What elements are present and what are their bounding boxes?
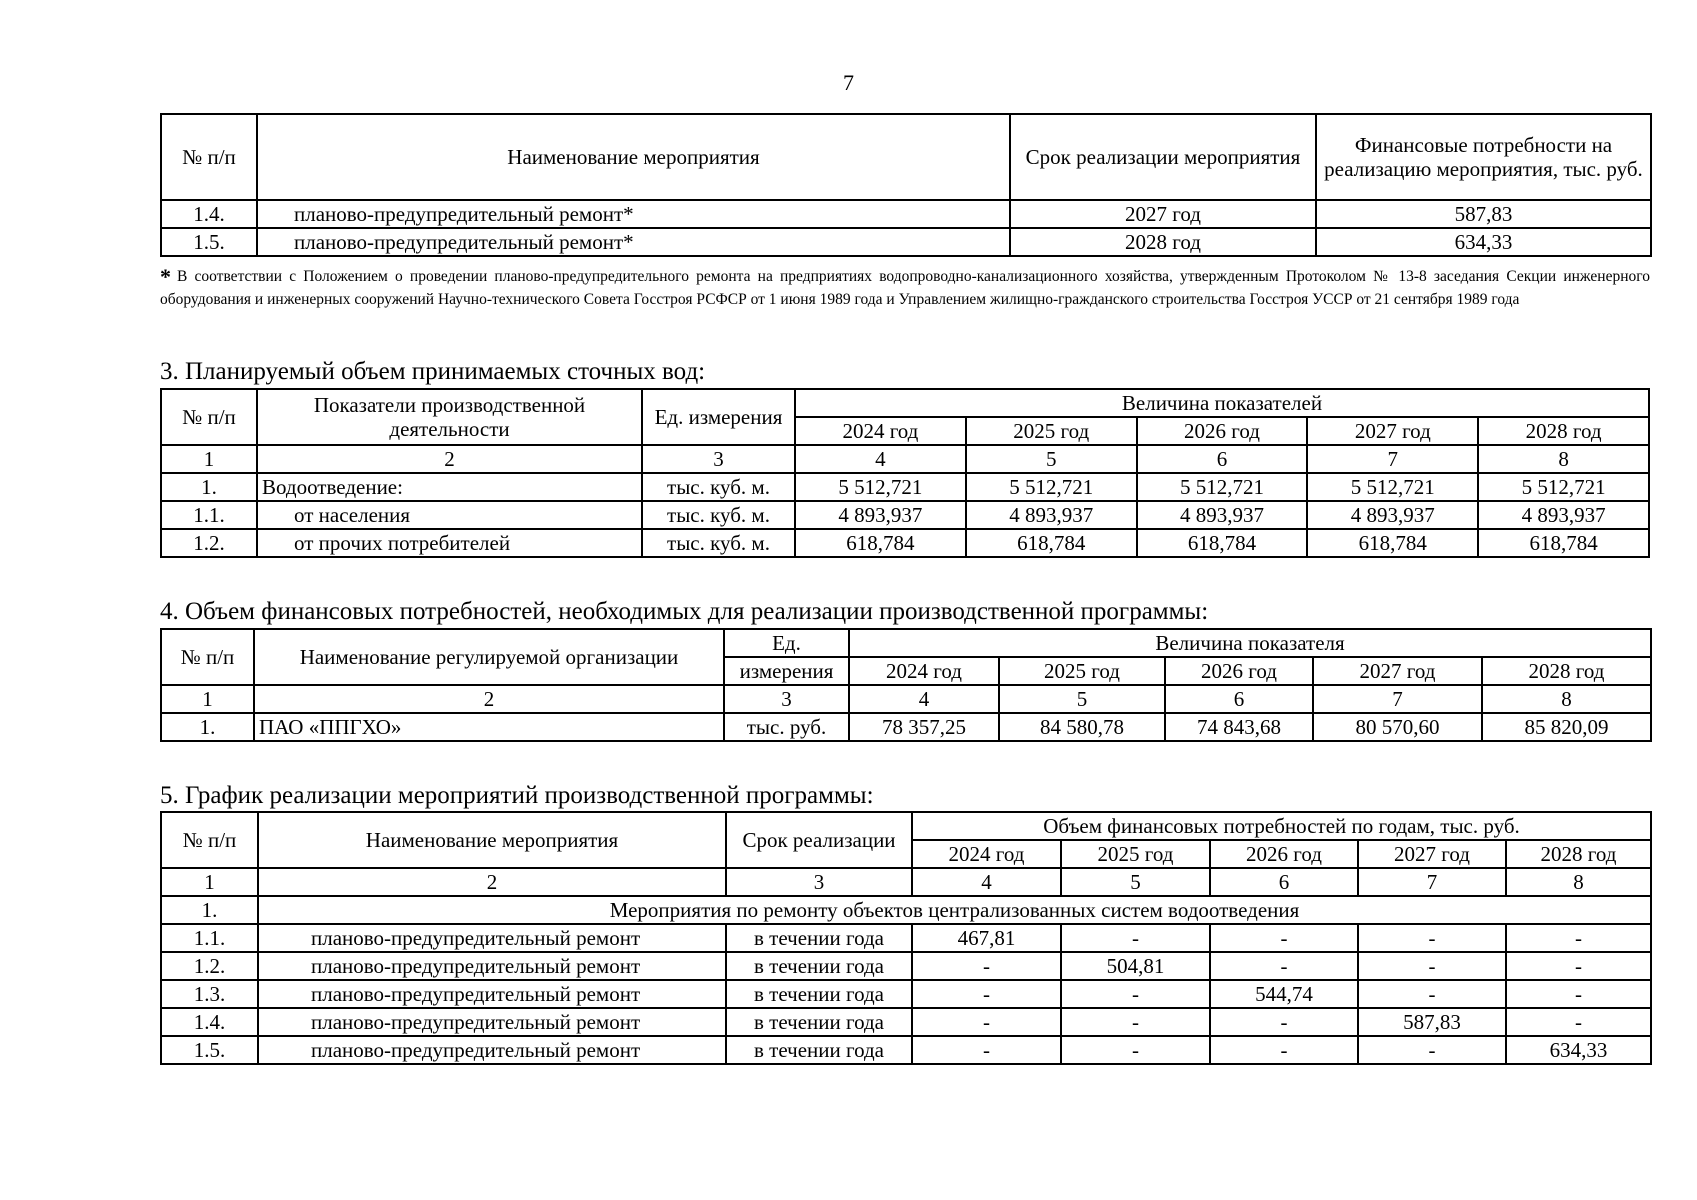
year-header: 2025 год [1061,840,1210,868]
measures-table-continued [160,113,1650,257]
row-indicator: от прочих потребителей [257,529,642,557]
year-header: 2026 год [1210,840,1358,868]
table-row [161,228,1651,256]
row-value: 618,784 [1478,529,1649,557]
row-value: - [1061,980,1210,1008]
index-cell: 2 [254,685,724,713]
row-num: 1. [161,473,257,501]
row-num: 1.1. [161,501,257,529]
year-header: 2028 год [1506,840,1651,868]
table-row [161,1008,1651,1036]
row-num: 1.3. [161,980,258,1008]
row-term: 2028 год [1010,228,1316,256]
col-header-unit-2: измерения [724,657,849,685]
index-cell: 8 [1482,685,1651,713]
row-value: - [1506,952,1651,980]
row-num: 1.5. [161,228,257,256]
col-header-finance: Финансовые потребности на реализацию мероприятия, тыс. руб. [1316,114,1651,200]
row-value: - [1358,1036,1506,1064]
row-term: в течении года [726,952,912,980]
index-cell: 6 [1137,445,1308,473]
row-value: 5 512,721 [966,473,1137,501]
row-value: 467,81 [912,924,1061,952]
row-value: 4 893,937 [1137,501,1308,529]
index-cell: 7 [1313,685,1482,713]
year-header: 2024 год [849,657,999,685]
year-header: 2028 год [1482,657,1651,685]
index-row [161,685,1651,713]
row-value: - [912,980,1061,1008]
section-5-title: 5. График реализации мероприятий производственной программы: [160,782,874,809]
row-term: 2027 год [1010,200,1316,228]
table-row [161,1036,1651,1064]
index-cell: 1 [161,445,257,473]
group-title: Мероприятия по ремонту объектов централизованных систем водоотведения [258,896,1651,924]
row-organization: ПАО «ППГХО» [254,713,724,741]
year-header: 2027 год [1358,840,1506,868]
row-value: - [1210,924,1358,952]
row-amount: 587,83 [1316,200,1651,228]
row-value: 85 820,09 [1482,713,1651,741]
row-num: 1.1. [161,924,258,952]
col-header-unit: Ед. [724,629,849,657]
row-value: - [912,952,1061,980]
row-name: планово-предупредительный ремонт [258,980,726,1008]
row-value: 74 843,68 [1165,713,1313,741]
index-cell: 3 [726,868,912,896]
index-cell: 5 [966,445,1137,473]
row-value: - [1506,1008,1651,1036]
row-value: - [1358,924,1506,952]
row-value: 84 580,78 [999,713,1165,741]
row-value: 5 512,721 [1478,473,1649,501]
row-value: - [912,1036,1061,1064]
table-row [161,713,1651,741]
col-header-term: Срок реализации мероприятия [1010,114,1316,200]
row-value: 504,81 [1061,952,1210,980]
index-cell: 7 [1358,868,1506,896]
year-header: 2027 год [1307,417,1478,445]
row-unit: тыс. руб. [724,713,849,741]
table-row [161,529,1649,557]
index-cell: 5 [1061,868,1210,896]
row-value: 5 512,721 [1307,473,1478,501]
section-4-title: 4. Объем финансовых потребностей, необходимых для реализации производственной программы: [160,598,1209,625]
index-cell: 8 [1506,868,1651,896]
col-header-term: Срок реализации [726,812,912,868]
row-value: 5 512,721 [795,473,966,501]
row-name: планово-предупредительный ремонт [258,1036,726,1064]
index-cell: 1 [161,685,254,713]
row-value: - [1358,952,1506,980]
col-header-values: Величина показателя [849,629,1651,657]
row-num: 1.2. [161,529,257,557]
row-value: - [912,1008,1061,1036]
row-indicator: от населения [257,501,642,529]
index-row [161,445,1649,473]
year-header: 2025 год [999,657,1165,685]
row-num: 1.2. [161,952,258,980]
table-row [161,473,1649,501]
year-header: 2028 год [1478,417,1649,445]
row-term: в течении года [726,1008,912,1036]
row-value: 80 570,60 [1313,713,1482,741]
table-row [161,200,1651,228]
index-cell: 8 [1478,445,1649,473]
row-value: - [1061,924,1210,952]
row-value: 634,33 [1506,1036,1651,1064]
row-num: 1.5. [161,1036,258,1064]
col-header-num: № п/п [161,629,254,685]
col-header-num: № п/п [161,389,257,445]
row-value: 4 893,937 [1478,501,1649,529]
year-header: 2026 год [1137,417,1308,445]
col-header-finance-by-year: Объем финансовых потребностей по годам, тыс. руб. [912,812,1651,840]
row-num: 1.4. [161,200,257,228]
index-cell: 1 [161,868,258,896]
row-value: - [1506,924,1651,952]
row-name: планово-предупредительный ремонт [258,924,726,952]
row-value: 618,784 [966,529,1137,557]
table-row [161,924,1651,952]
row-value: - [1506,980,1651,1008]
row-unit: тыс. куб. м. [642,501,795,529]
index-cell: 4 [912,868,1061,896]
row-value: 544,74 [1210,980,1358,1008]
schedule-table [160,811,1650,1065]
row-indicator: Водоотведение: [257,473,642,501]
row-value: 4 893,937 [795,501,966,529]
group-num: 1. [161,896,258,924]
footnote [160,265,1650,311]
row-value: 78 357,25 [849,713,999,741]
row-value: 4 893,937 [966,501,1137,529]
page-number: 7 [843,70,854,95]
group-row [161,896,1651,924]
row-value: - [1358,980,1506,1008]
row-num: 1. [161,713,254,741]
col-header-num: № п/п [161,812,258,868]
year-header: 2024 год [912,840,1061,868]
row-term: в течении года [726,1036,912,1064]
section-3-title: 3. Планируемый объем принимаемых сточных вод: [160,358,706,385]
footnote-text: В соответствии с Положением о проведении планово-предупредительного ремонта на предприятиях водопроводно-канализационного хозяйства, утвержденным Протоколом № 13-8 заседания Секции инженерного оборудования и инженерных сооружений Научно-технического Совета Госстроя РСФСР от 1 июня 1989 года и Управлением жилищно-гражданского строительства Госстроя УССР от 21 сентября 1989 года [160,268,1650,308]
financial-needs-table [160,628,1650,742]
year-header: 2024 год [795,417,966,445]
col-header-indicator: Показатели производственной деятельности [257,389,642,445]
year-header: 2027 год [1313,657,1482,685]
index-cell: 4 [795,445,966,473]
table-row [161,952,1651,980]
index-cell: 7 [1307,445,1478,473]
col-header-values: Величина показателей [795,389,1649,417]
col-header-name: Наименование мероприятия [257,114,1010,200]
row-unit: тыс. куб. м. [642,529,795,557]
row-value: - [1210,952,1358,980]
row-value: - [1061,1008,1210,1036]
row-amount: 634,33 [1316,228,1651,256]
year-header: 2026 год [1165,657,1313,685]
index-cell: 4 [849,685,999,713]
index-row [161,868,1651,896]
index-cell: 3 [642,445,795,473]
row-value: 587,83 [1358,1008,1506,1036]
row-value: - [1210,1036,1358,1064]
row-name: планово-предупредительный ремонт* [257,200,1010,228]
wastewater-volume-table [160,388,1650,558]
row-term: в течении года [726,980,912,1008]
footnote-mark: * [160,264,171,289]
row-value: 4 893,937 [1307,501,1478,529]
col-header-name: Наименование мероприятия [258,812,726,868]
row-unit: тыс. куб. м. [642,473,795,501]
row-name: планово-предупредительный ремонт [258,1008,726,1036]
row-value: - [1061,1036,1210,1064]
index-cell: 2 [257,445,642,473]
row-value: 618,784 [1307,529,1478,557]
table-row [161,501,1649,529]
row-name: планово-предупредительный ремонт [258,952,726,980]
index-cell: 6 [1165,685,1313,713]
year-header: 2025 год [966,417,1137,445]
row-value: 618,784 [1137,529,1308,557]
row-value: 618,784 [795,529,966,557]
index-cell: 6 [1210,868,1358,896]
col-header-num: № п/п [161,114,257,200]
table-row [161,980,1651,1008]
row-value: - [1210,1008,1358,1036]
row-num: 1.4. [161,1008,258,1036]
row-name: планово-предупредительный ремонт* [257,228,1010,256]
col-header-organization: Наименование регулируемой организации [254,629,724,685]
index-cell: 5 [999,685,1165,713]
row-value: 5 512,721 [1137,473,1308,501]
row-term: в течении года [726,924,912,952]
index-cell: 3 [724,685,849,713]
col-header-unit: Ед. измерения [642,389,795,445]
index-cell: 2 [258,868,726,896]
